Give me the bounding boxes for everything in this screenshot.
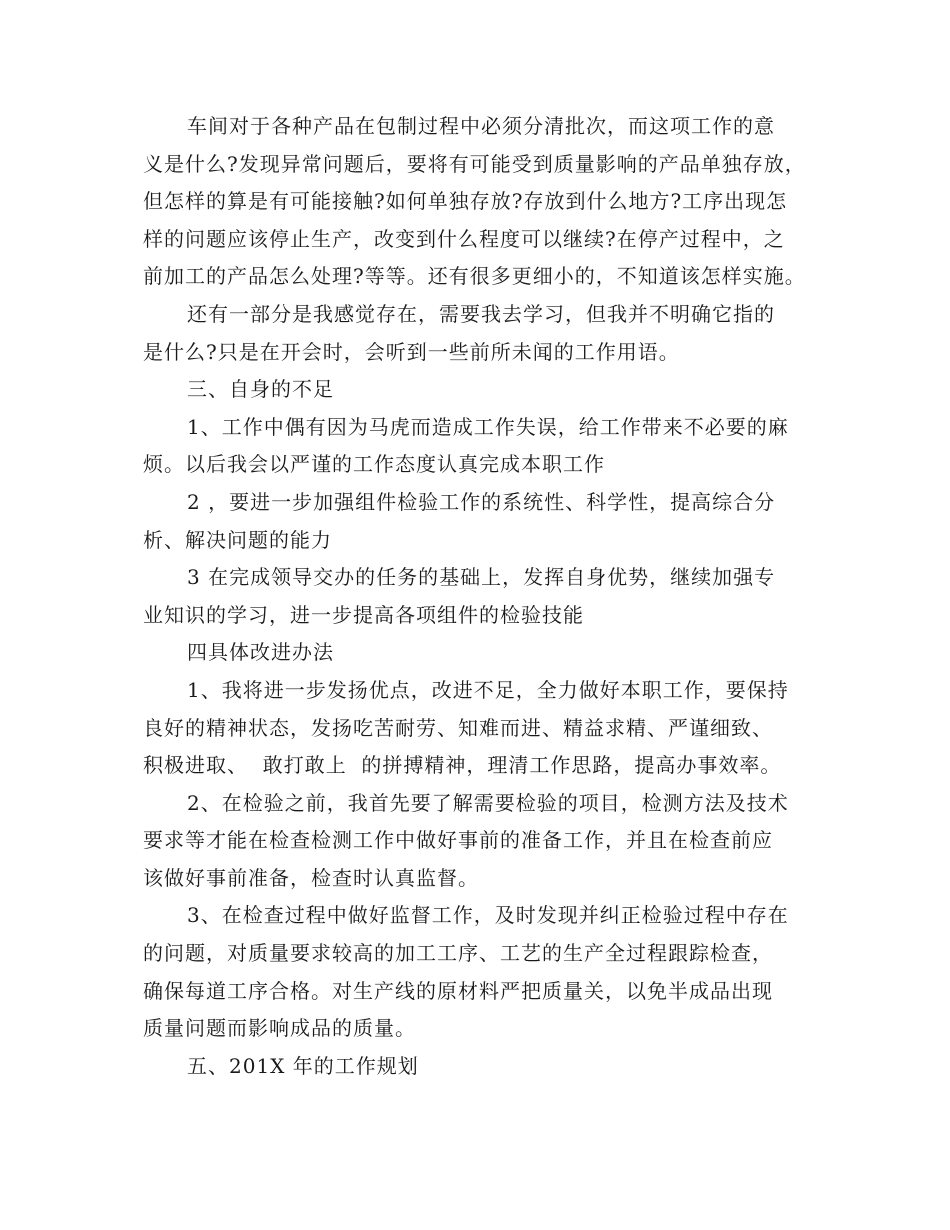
text-line: 1、工作中偶有因为马虎而造成工作失误，给工作带来不必要的麻 [187, 414, 789, 439]
text-line: 积极进取、 敢打敢上 的拼搏精神，理清工作思路，提高办事效率。 [143, 753, 782, 778]
text-line: 样的问题应该停止生产，改变到什么程度可以继续?在停产过程中，之 [143, 226, 785, 251]
text-line: 析、解决问题的能力 [143, 527, 332, 552]
text-line: 业知识的学习，进一步提高各项组件的检验技能 [143, 602, 584, 627]
text-line: 义是什么?发现异常问题后，要将有可能受到质量影响的产品单独存放， [143, 151, 806, 176]
text-line: 烦。以后我会以严谨的工作态度认真完成本职工作 [143, 452, 605, 477]
text-line: 是什么?只是在开会时，会听到一些前所未闻的工作用语。 [143, 339, 680, 364]
text-line: 质量问题而影响成品的质量。 [143, 1016, 416, 1041]
text-line: 1、我将进一步发扬优点，改进不足，全力做好本职工作，要保持 [187, 677, 789, 702]
text-line: 该做好事前准备，检查时认真监督。 [143, 865, 479, 890]
section-heading: 三、自身的不足 [187, 377, 334, 402]
text-line: 前加工的产品怎么处理?等等。还有很多更细小的，不知道该怎样实施。 [143, 264, 806, 289]
document-body [143, 108, 823, 1085]
text-line: 2 ，要进一步加强组件检验工作的系统性、科学性，提高综合分 [187, 489, 776, 514]
text-line: 的问题，对质量要求较高的加工工序、工艺的生产全过程跟踪检查， [143, 941, 773, 966]
text-line: 要求等才能在检查检测工作中做好事前的准备工作，并且在检查前应 [143, 828, 773, 853]
text-line: 3 在完成领导交办的任务的基础上，发挥自身优势，继续加强专 [187, 565, 776, 590]
text-line: 确保每道工序合格。对生产线的原材料严把质量关，以免半成品出现 [143, 978, 773, 1003]
text-line: 车间对于各种产品在包制过程中必须分清批次，而这项工作的意 [187, 114, 775, 138]
section-heading: 五、201X 年的工作规划 [187, 1053, 419, 1078]
text-line: 3、在检查过程中做好监督工作，及时发现并纠正检验过程中存在 [187, 903, 789, 928]
text-line: 良好的精神状态，发扬吃苦耐劳、知难而进、精益求精、严谨细致、 [143, 715, 773, 740]
text-line: 还有一部分是我感觉存在，需要我去学习，但我并不明确它指的 [187, 301, 775, 326]
section-heading: 四具体改进办法 [187, 640, 334, 665]
text-line: 2、在检验之前，我首先要了解需要检验的项目，检测方法及技术 [187, 790, 789, 815]
text-line: 但怎样的算是有可能接触?如何单独存放?存放到什么地方?工序出现怎 [143, 189, 788, 214]
